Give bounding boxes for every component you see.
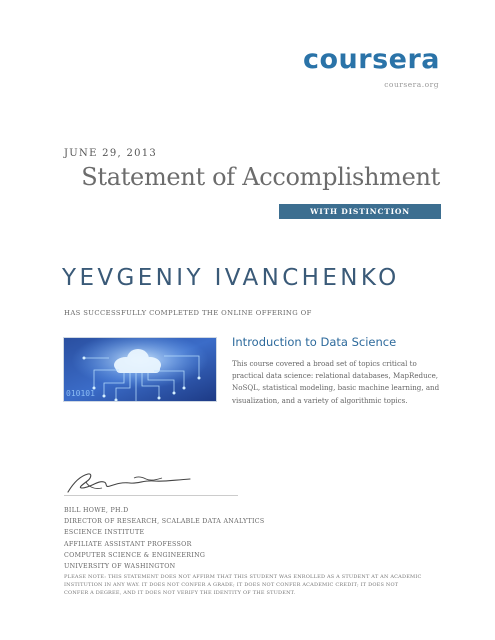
distinction-badge: WITH DISTINCTION: [279, 204, 441, 219]
signature-line: [64, 495, 238, 496]
signer-role: DIRECTOR OF RESEARCH, SCALABLE DATA ANALYTICS: [64, 518, 265, 526]
disclaimer: PLEASE NOTE: THIS STATEMENT DOES NOT AFFIRM THAT THIS STUDENT WAS ENROLLED AS A STUDENT AT AN ACADEMIC INSTITUTION IN ANY WAY. IT DOES NOT CONFER A GRADE; IT DOES NOT CONFER ACADEMIC CREDIT; IT DOES NOT CONFER A DEGREE, AND IT DOES NOT VERIFY THE IDENTITY OF THE STUDENT.: [64, 574, 422, 596]
signer-university: UNIVERSITY OF WASHINGTON: [64, 563, 176, 571]
certificate-title: Statement of Accomplishment: [81, 163, 440, 191]
completed-statement: HAS SUCCESSFULLY COMPLETED THE ONLINE OFFERING OF: [64, 309, 312, 317]
signer-department: COMPUTER SCIENCE & ENGINEERING: [64, 551, 206, 559]
signature: [64, 468, 194, 496]
course-image: [63, 337, 217, 402]
course-title: Introduction to Data Science: [232, 335, 397, 349]
certificate-date: JUNE 29, 2013: [64, 148, 158, 159]
cloud-circuit-image: [64, 338, 216, 401]
signature-image: [64, 468, 194, 496]
signer-role-2: AFFILIATE ASSISTANT PROFESSOR: [64, 540, 192, 548]
signer-block: [64, 505, 265, 572]
course-description: This course covered a broad set of topics critical to practical data science: relational databases, MapReduce, NoSQL, statistical modeling, basic machine learning, and visualization, and a variety of algorithmic topics.: [232, 359, 440, 405]
signer-institute: ESCIENCE INSTITUTE: [64, 529, 145, 537]
coursera-logo: coursera: [302, 44, 440, 75]
coursera-url: coursera.org: [384, 80, 439, 89]
signer-name: BILL HOWE, PH.D: [64, 507, 129, 514]
student-name: YEVGENIY IVANCHENKO: [62, 265, 400, 291]
binary-overlay-text: 010101: [66, 389, 95, 398]
